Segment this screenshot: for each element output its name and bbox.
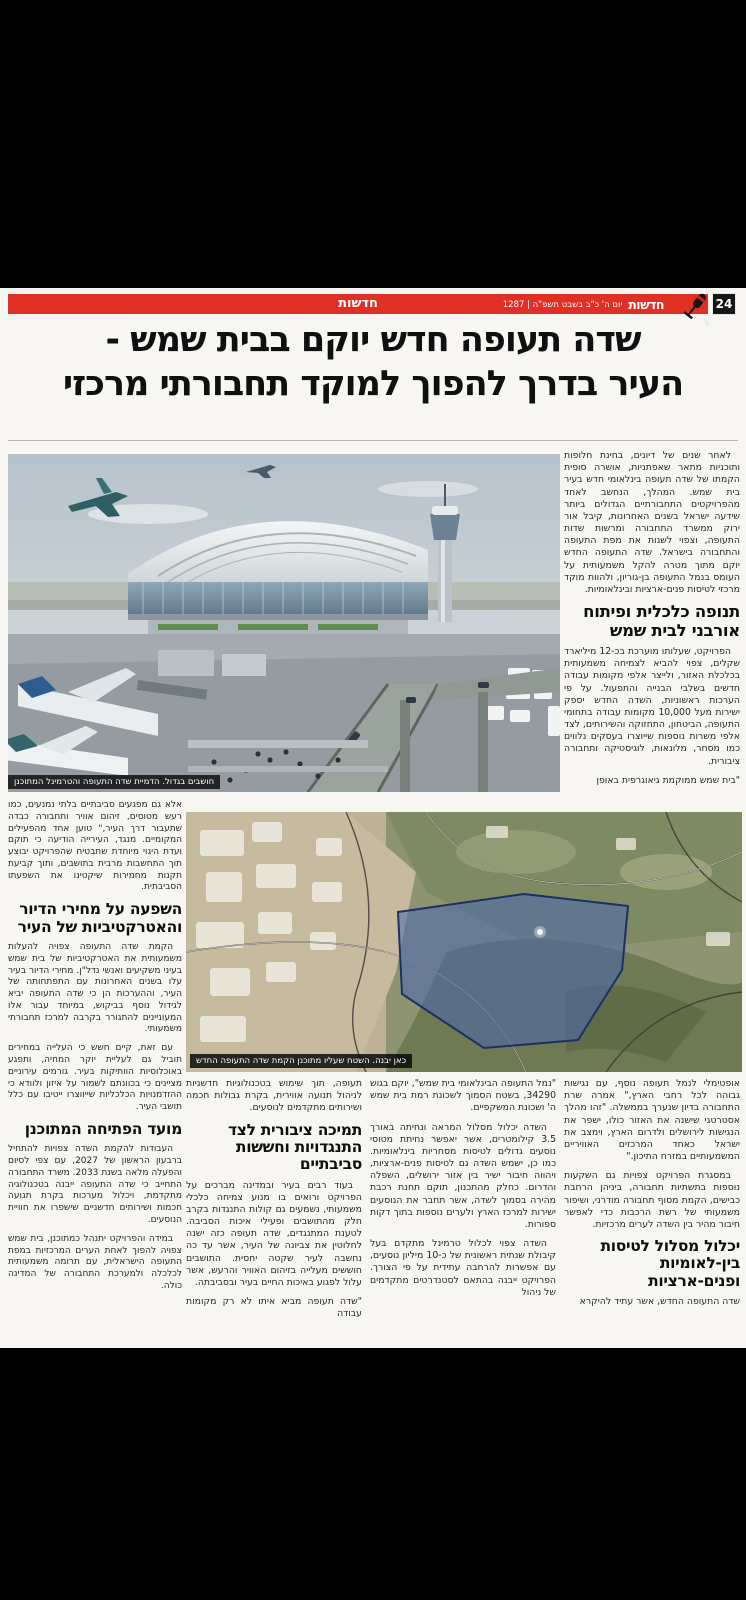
article-paragraph: בעוד רבים בעיר ובמדינה מברכים על הפרויקט ורואים בו מנוע צמיחה כלכלי משמעותי, נשמעים גם קולות התנגדות בקרב חלק מהתושבים ופעילי איכות הסביבה. לטענת המתנגדים, שדה תעופה כזה ישנה לחלוטין את צביונה של העיר, אשר עד כה נחשבה לעיר שקטה יחסית. התושבים חוששים מעלייה בזיהום האוויר והרעש, אשר עלול לפגוע באיכות החיים בעיר ובסביבתה.: [186, 1179, 362, 1288]
article-paragraph: הקמת שדה התעופה צפויה להעלות משמעותית את האטרקטיביות של בית שמש בעיני משקיעים ואנשי נדל"ן. מחירי הדיור בעיר עלו בשנים האחרונות עם התפתחותה של העיר, וההערכות הן כי שדה התעופה יביא לגידול נוסף בביקוש, במיוחד עבור אלו המעוניינים להתגורר בקרבה למרכז תחבורתי משמעותי.: [8, 941, 182, 1035]
column-left: [8, 800, 182, 1344]
article-paragraph: "שדה תעופה מביא איתו לא רק מקומות עבודה: [186, 1296, 362, 1320]
article-paragraph: שדה התעופה החדש, אשר עתיד להיקרא: [579, 1296, 740, 1308]
article-paragraph: במידה והפרויקט יתנהל כמתוכנן, בית שמש צפויה להפוך לאחת הערים המרכזיות במפת התעופה הישראלית, עם תרומה משמעותית לכלכלה ולמערכת התחבורה של המדינה כולה.: [8, 1233, 182, 1291]
article-paragraph: "בית שמש ממוקמת גיאוגרפית באופן: [596, 774, 740, 786]
section-heading-opening-date: מועד הפתיחה המתוכנן: [24, 1119, 182, 1138]
article-paragraph: לאחר שנים של דיונים, בחינת חלופות ותוכניות מתאר שאפתניות, אושרה סופית הקמתו של שדה תעופה בינלאומי חדש בעיר בית שמש. המהלך, הנחשב לאחד מהפרויקטים התחבורתיים הגדולים ביותר שידעה ישראל בשנים האחרונות, קיבל אור ירוק ממשרד התחבורה ומרשות שדות התעופה, וצפוי לשנות את מפת התעופה והתחבורה בישראל. שדה התעופה החדש יוקם מתוך מטרה להקל משמעותית על העומס בנמל התעופה בן-גוריון, ולהוות מוקד מרכזי לטיסות פנים-ארציות ובינלאומיות.: [564, 450, 740, 595]
microphone-icon: [680, 290, 714, 328]
section-title: חדשות: [338, 296, 378, 311]
column-below-map-right: [564, 1078, 740, 1322]
headline-divider: [8, 440, 738, 441]
section-heading-economy: תנופה כלכלית ופיתוח אורבני לבית שמש: [583, 602, 740, 640]
airport-rendering-image: [8, 454, 560, 792]
article-paragraph: אופטימלי לנמל תעופה נוסף, עם נגישות גבוהה לכל רחבי הארץ," אמרה שרת התחבורה בדיון שנערך בממשלה. "זהו מהלך אסטרטגי שישנה את האזור כולו, ישפר את הנגישות לירושלים ולדרום הארץ, וימצב את ישראל כאחד המרכזים האוויריים המשמעותיים במזרח התיכון.": [564, 1078, 740, 1163]
article-paragraph: אלא גם מפגעים סביבתיים בלתי נמנעים, כמו רעש מטוסים, זיהום אוויר ותחבורה כבדה שתעבור דרך העיר," טוען אחד מהפעילים המקומיים. מנגד, העירייה הודיעה כי תוקם ועדת היגוי מיוחדת שתבטיח שהפרויקט יבוצע תוך התחשבות מרבית בתושבים, ותוך קביעת תקנות מחמירות שיקטינו את השפעתו הסביבתית.: [8, 800, 182, 893]
page-number: 24: [712, 293, 736, 315]
headline-line-2: העיר בדרך להפוך למוקד תחבורתי מרכזי: [62, 364, 684, 405]
article-paragraph: הפרויקט, שעלותו מוערכת בכ-12 מיליארד שקלים, צפוי להביא לצמיחה משמעותית בכלכלת האזור, ולייצר אלפי מקומות עבודה חדשים בשלבי הבנייה והתפעול. על פי הערכות ראשוניות, השדה החדש יספק ישירות מעל 10,000 מקומות עבודה בתחומי התעופה, הביטחון, התחזוקה והשירותים, לצד אלפי משרות נוספות שייוצרו בעסקים נלווים כמו מסחר, מלונאות, לוגיסטיקה ותחבורה ציבורית.: [564, 646, 740, 767]
satellite-map-image: [186, 812, 742, 1072]
issue-date: יום ה' כ"ב בשבט תשפ"ה | 1287: [502, 299, 623, 310]
article-paragraph: במסגרת הפרויקט צפויות גם השקעות נוספות בתשתיות תחבורה, ביניהן הרחבת כבישים, הקמת מסוף תחבורה מודרני, ושיפור משמעותי של רשת הרכבות כדי לאפשר חיבור מהיר בין השדה לערים מרכזיות.: [564, 1170, 740, 1230]
article-paragraph: השדה צפוי לכלול טרמינל מתקדם בעל קיבולת שנתית ראשונית של כ-10 מיליון נוסעים, עם אפשרות להרחבה עתידית על פי הצורך. הפרויקט ייבנה בהתאם לסטנדרטים מתקדמים של ניהול: [370, 1238, 557, 1298]
section-heading-runway: יכלול מסלול לטיסות בין-לאומיות ופנים-ארציות: [600, 1237, 740, 1290]
hero-caption: חושבים בגדול. הדמיית שדה התעופה והטרמינל המתוכנן: [8, 775, 220, 789]
map-caption: כאן יבנה. השטח שעליו מתוכנן הקמת שדה התעופה החדש: [190, 1054, 412, 1068]
article-paragraph: העבודות להקמת השדה צפויות להתחיל ברבעון הראשון של 2027, עם צפי לסיום והפעלה מלאה בשנת 2033. משרד התחבורה התחייב כי שדה התעופה ייבנה בטכנולוגיה מתקדמת, ויכלול מערכות בקרת תנועה חכמות ושירותים חדשניים שישפרו את חוויית הנוסעים.: [8, 1144, 182, 1225]
article-paragraph: תעופה, תוך שימוש בטכנולוגיות חדשניות לניהול תנועה אווירית, בקרת גבולות חכמה ושירותים מתקדמים לנוסעים.: [186, 1078, 362, 1114]
article-paragraph: עם זאת, קיים חשש כי העלייה במחירים תוביל גם לעליית יוקר המחיה, ותפגע באוכלוסיות הוותיקות בעיר. גורמים עירוניים מציינים כי בכוונתם לשמור על איזון ולוודא כי ההזדמנויות הכלכליות שייווצרו ייטיבו עם כלל תושבי העיר.: [8, 1043, 182, 1113]
article-paragraph: "נמל התעופה הבינלאומי בית שמש", יוקם בגוש 34290, בשטח הסמוך לשכונת רמת בית שמש ה' ושכונת המשקפיים.: [370, 1078, 556, 1114]
headline: [0, 318, 746, 406]
article-paragraph: השדה יכלול מסלול המראה ונחיתה באורך 3.5 קילומטרים, אשר יאפשר נחיתת מטוסי נוסעים גדולים לטיסות מסחריות בינלאומיות. כמו כן, ישמש השדה גם לטיסות פנים-ארציות, ויהווה חיבור ישיר בין אזור ירושלים, השפלה והדרום. כחלק מהתכנון, תוקם תחנת רכבת מהירה בסמוך לשדה, אשר תחבר את הנוסעים ישירות למרכז הארץ ולערים נוספות בתוך דקות ספורות.: [370, 1121, 556, 1230]
masthead-group: [503, 297, 664, 312]
newspaper-page: [0, 288, 746, 1348]
masthead-logo: חדשות: [628, 297, 664, 312]
airport-illustration: [8, 454, 560, 792]
column-below-map-center: [370, 1078, 556, 1322]
header-bar: [8, 294, 708, 314]
section-heading-housing: השפעה על מחירי הדיור והאטרקטיביות של העיר: [17, 900, 182, 936]
headline-line-1: שדה תעופה חדש יוקם בבית שמש -: [105, 320, 641, 360]
section-heading-public-support: תמיכה ציבורית לצד התנגדויות וחששות סביבתיים: [227, 1120, 362, 1174]
column-opening: [564, 450, 740, 808]
map-illustration: [186, 812, 742, 1072]
column-below-map-left: [186, 1078, 362, 1322]
